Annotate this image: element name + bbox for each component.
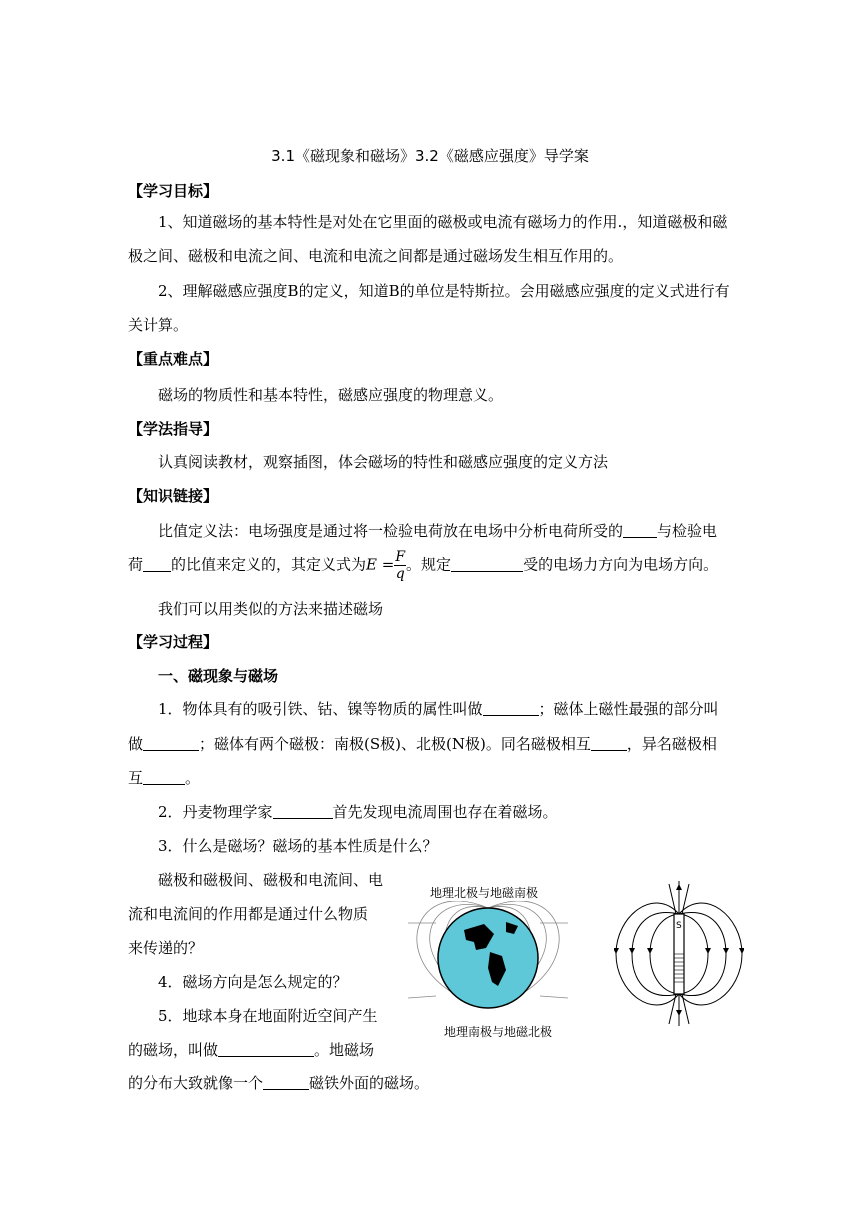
blank-magnetism[interactable] (483, 701, 539, 716)
link-text-2c: 。规定 (406, 555, 452, 574)
blank-charge[interactable] (143, 557, 171, 572)
earth-field-diagram (406, 878, 570, 1038)
q2-text-b: 首先发现电流周围也存在着磁场。 (332, 803, 558, 821)
formula-lhs: E = (366, 555, 395, 574)
heading-process: 【学习过程】 (128, 633, 219, 651)
blank-geomagnetic[interactable] (218, 1042, 314, 1057)
subheading-magnetism: 一、磁现象与磁场 (158, 667, 279, 685)
q5-text-b: 的磁场，叫做 (128, 1041, 219, 1059)
q2-text-a: 2．丹麦物理学家 (158, 803, 273, 821)
blank-bar[interactable] (263, 1075, 309, 1090)
bar-magnet-figure (614, 876, 744, 1031)
q1-line-3 (128, 767, 200, 788)
key-points-text: 磁场的物质性和基本特性，磁感应强度的物理意义。 (158, 386, 504, 404)
method-text: 认真阅读教材，观察插图，体会磁场的特性和磁感应强度的定义方法 (158, 453, 609, 471)
blank-repel[interactable] (591, 736, 627, 751)
q1-text-a: 1．物体具有的吸引铁、钴、镍等物质的属性叫做 (158, 700, 483, 718)
q3-paragraph-line-3: 来传递的？ (128, 939, 204, 957)
q4-line: 4．磁场方向是怎么规定的？ (158, 973, 348, 991)
formula-denominator: q (395, 566, 405, 582)
label-geo-north: 地理北极与地磁南极 (430, 886, 539, 900)
q1-text-f: 互 (128, 769, 144, 787)
blank-scientist[interactable] (273, 804, 333, 819)
magnet-pole-label: S (676, 921, 682, 931)
q5-line-3 (128, 1072, 429, 1093)
link-text-1: 比值定义法：电场强度是通过将一检验电荷放在电场中分析电荷所受的 (158, 522, 624, 540)
link-text-2b: 的比值来定义的，其定义式为 (171, 555, 367, 574)
q1-text-d: ；磁体有两个磁极：南极(S极)、北极(N极)。同名磁极相互 (199, 735, 591, 753)
formula-fraction (394, 549, 406, 582)
blank-force[interactable] (623, 523, 657, 538)
link-line-3: 我们可以用类似的方法来描述磁场 (158, 600, 384, 618)
earth-field-figure (406, 878, 570, 1038)
goals-paragraph-1: 1、知道磁场的基本特性是对处在它里面的磁极或电流有磁场力的作用.，知道磁极和磁极之间、磁极和电流之间、电流和电流之间都是通过磁场发生相互作用的。 (128, 213, 728, 265)
heading-method: 【学法指导】 (128, 420, 219, 438)
q3-paragraph-line-2: 流和电流间的作用都是通过什么物质 (128, 905, 369, 923)
blank-direction[interactable] (451, 557, 523, 572)
link-text-2a: 荷 (128, 555, 144, 574)
q1-line-2 (128, 733, 717, 754)
bar-magnet-diagram (614, 876, 744, 1031)
goals-paragraph-2: 2、理解磁感应强度B的定义，知道B的单位是特斯拉。会用磁感应强度的定义式进行有关计算。 (128, 282, 730, 334)
link-text-1b: 与检验电 (657, 522, 718, 540)
formula-numerator: F (395, 549, 406, 565)
q2-line (158, 801, 558, 822)
q5-text-c: 。地磁场 (314, 1041, 375, 1059)
heading-key-points: 【重点难点】 (128, 350, 219, 368)
q1-text-g: 。 (185, 769, 201, 787)
link-line-2 (128, 549, 718, 582)
blank-pole[interactable] (143, 736, 199, 751)
q1-line-1 (158, 698, 719, 719)
q1-text-e: ，异名磁极相 (626, 735, 717, 753)
heading-goals: 【学习目标】 (128, 182, 219, 200)
q5-line-2 (128, 1039, 374, 1060)
q3-line: 3．什么是磁场？磁场的基本性质是什么？ (158, 837, 438, 855)
q1-text-b: ；磁体上磁性最强的部分叫 (538, 700, 719, 718)
link-line-1 (158, 520, 717, 541)
q5-text-e: 磁铁外面的磁场。 (309, 1074, 430, 1092)
page-title: 3.1《磁现象和磁场》3.2《磁感应强度》导学案 (271, 147, 589, 165)
heading-knowledge-link: 【知识链接】 (128, 487, 219, 505)
link-text-2d: 受的电场力方向为电场方向。 (523, 555, 719, 574)
q1-text-c: 做 (128, 735, 144, 753)
q5-text-d: 的分布大致就像一个 (128, 1074, 264, 1092)
blank-attract[interactable] (143, 770, 185, 785)
label-geo-south: 地理南极与地磁北极 (444, 1025, 553, 1039)
q5-line-1: 5．地球本身在地面附近空间产生 (158, 1007, 378, 1025)
q3-paragraph-line-1: 磁极和磁极间、磁极和电流间、电 (158, 871, 384, 889)
